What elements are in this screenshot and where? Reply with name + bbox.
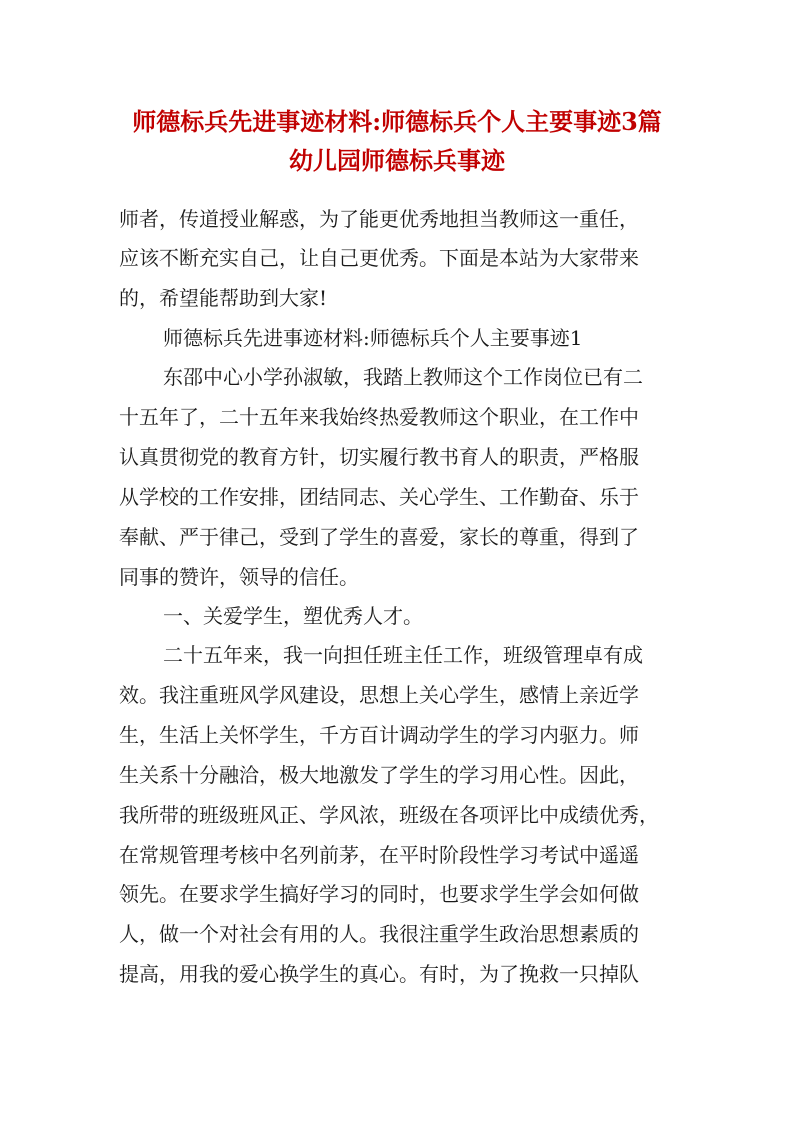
body-line: 从学校的工作安排，团结同志、关心学生、工作勤奋、乐于 (119, 485, 639, 509)
document-title-line-2: 幼儿园师德标兵事迹 (289, 146, 505, 175)
body-line: 效。我注重班风学风建设，思想上关心学生，感情上亲近学 (119, 683, 639, 707)
body-line: 我所带的班级班风正、学风浓，班级在各项评比中成绩优秀， (119, 803, 659, 827)
document-title-line-1: 师德标兵先进事迹材料:师德标兵个人主要事迹3篇 (132, 107, 662, 136)
subsection-heading: 一、关爱学生，塑优秀人才。 (163, 604, 423, 628)
body-line: 应该不断充实自己，让自己更优秀。下面是本站为大家带来 (119, 246, 639, 270)
body-line: 认真贯彻党的教育方针，切实履行教书育人的职责，严格服 (119, 445, 639, 469)
body-line: 奉献、严于律己，受到了学生的喜爱，家长的尊重，得到了 (119, 525, 639, 549)
body-line: 二十五年来，我一向担任班主任工作，班级管理卓有成 (163, 643, 643, 667)
section-heading: 师德标兵先进事迹材料:师德标兵个人主要事迹1 (163, 326, 583, 350)
body-line: 东邵中心小学孙淑敏，我踏上教师这个工作岗位已有二 (163, 365, 643, 389)
body-line: 提高，用我的爱心换学生的真心。有时，为了挽救一只掉队 (119, 962, 639, 986)
body-line: 人，做一个对社会有用的人。我很注重学生政治思想素质的 (119, 922, 639, 946)
body-line: 师者，传道授业解惑，为了能更优秀地担当教师这一重任， (119, 207, 639, 231)
body-line: 领先。在要求学生搞好学习的同时，也要求学生学会如何做 (119, 882, 639, 906)
body-line: 生，生活上关怀学生，千方百计调动学生的学习内驱力。师 (119, 723, 639, 747)
body-line: 的，希望能帮助到大家! (119, 286, 328, 310)
body-line: 同事的赞许，领导的信任。 (119, 565, 359, 589)
body-line: 在常规管理考核中名列前茅，在平时阶段性学习考试中遥遥 (119, 843, 639, 867)
body-line: 十五年了，二十五年来我始终热爱教师这个职业，在工作中 (119, 405, 639, 429)
body-line: 生关系十分融洽，极大地激发了学生的学习用心性。因此， (119, 763, 639, 787)
